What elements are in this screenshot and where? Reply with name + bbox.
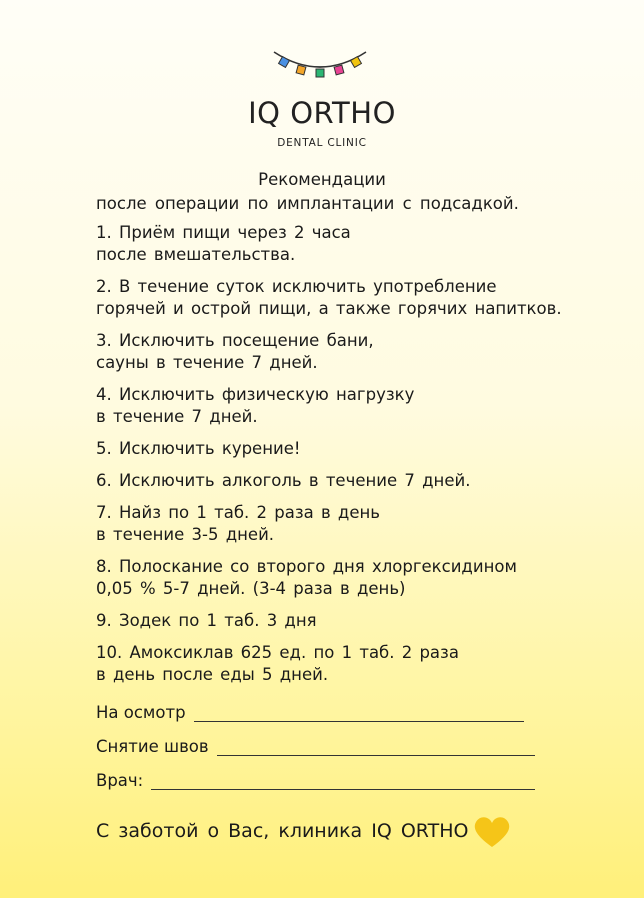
recommendation-list [96,222,616,696]
recommendation-item [96,438,616,460]
form-field-blank-line[interactable] [217,739,535,756]
recommendation-item [96,330,616,374]
chain-bead [334,65,344,75]
recommendation-item [96,276,616,320]
recommendation-item [96,502,616,546]
recommendation-line: 6. Исключить алкоголь в течение 7 дней. [96,471,471,490]
chain-bead [279,57,290,68]
recommendation-item [96,384,616,428]
recommendation-line: 9. Зодек по 1 таб. 3 дня [96,611,317,630]
document-subheading: после операции по имплантации с подсадкой. [96,194,519,213]
chain-bead [351,57,362,68]
recommendation-line: 2. В течение суток исключить употребление [96,277,497,296]
form-field [96,700,556,722]
footer-text: С заботой о Вас, клиника IQ ORTHO [96,820,469,842]
recommendation-line: в течение 7 дней. [96,407,258,426]
recommendation-item [96,222,616,266]
form-field-label: Врач: [96,771,144,790]
chain-bead [296,65,306,75]
recommendation-line: 8. Полоскание со второго дня хлоргексидином [96,557,517,576]
recommendation-line: сауны в течение 7 дней. [96,353,318,372]
recommendation-item [96,470,616,492]
recommendation-line: в день после еды 5 дней. [96,665,329,684]
form-field-label: На осмотр [96,703,186,722]
recommendation-line: 5. Исключить курение! [96,439,301,458]
recommendation-line: 7. Найз по 1 таб. 2 раза в день [96,503,381,522]
form-field-label: Снятие швов [96,737,209,756]
recommendation-line: 1. Приём пищи через 2 часа [96,223,351,242]
brand-tagline: DENTAL CLINIC [277,137,367,149]
form-field-blank-line[interactable] [151,773,535,790]
heart-icon [472,813,512,849]
recommendation-line: горячей и острой пищи, а также горячих напитков. [96,299,562,318]
recommendation-line: 10. Амоксиклав 625 ед. по 1 таб. 2 раза [96,643,459,662]
recommendation-line: после вмешательства. [96,245,296,264]
recommendation-line: 0,05 % 5-7 дней. (3-4 раза в день) [96,579,406,598]
footer [96,813,512,849]
document-heading: Рекомендации [258,170,386,189]
recommendation-line: 3. Исключить посещение бани, [96,331,374,350]
chain-bead [316,69,324,77]
recommendation-item [96,610,616,632]
form-field-blank-line[interactable] [194,705,524,722]
logo-chain-icon [270,48,370,84]
recommendation-line: в течение 3-5 дней. [96,525,275,544]
recommendation-item [96,642,616,686]
form-fields [96,700,556,802]
brand-name: IQ ORTHO [248,96,396,130]
recommendation-line: 4. Исключить физическую нагрузку [96,385,415,404]
form-field [96,768,556,790]
recommendation-item [96,556,616,600]
form-field [96,734,556,756]
